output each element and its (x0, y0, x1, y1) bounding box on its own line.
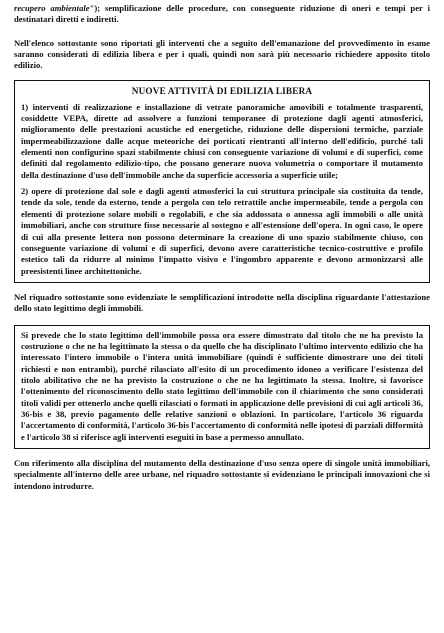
box-stato-legittimo (14, 325, 430, 449)
paragraph-destinazione-uso: Con riferimento alla disciplina del mutamento della destinazione d'uso senza opere di singole unità immobiliari, specialmente all'interno delle aree urbane, nel riquadro sottostante si evidenziano le principali innovazioni che si intendono introdurre. (14, 458, 430, 491)
box-item-vepa: 1) interventi di realizzazione e installazione di vetrate panoramiche amovibili e totalmente trasparenti, cosiddette VEPA, dirette ad assolvere a funzioni temporanee di protezione dagli agenti atmosferici, miglioramento delle prestazioni acustiche ed energetiche, riduzione delle dispersioni termiche, parziale impermeabilizzazione dalle acque meteoriche dei porticati rientranti all'interno dell'edificio, purché tali elementi non configurino spazi stabilmente chiusi con conseguente variazione di volumi e di superfici, come definiti dal regolamento edilizio-tipo, che possano generare nuova volumetria o comportare il mutamento della destinazione d'uso dell'immobile anche da superficie accessoria a superficie utile; (21, 101, 423, 180)
intro-paragraph (14, 3, 430, 26)
box-nuove-attivita (14, 80, 430, 283)
box-title: NUOVE ATTIVITÀ DI EDILIZIA LIBERA (131, 85, 313, 96)
paragraph-stato-legittimo-intro: Nel riquadro sottostante sono evidenziate le semplificazioni introdotte nella disciplina riguardante l'attestazione dello stato legittimo degli immobili. (14, 291, 430, 314)
box-stato-legittimo-text: Si prevede che lo stato legittimo dell'immobile possa ora essere dimostrato dal titolo che ne ha previsto la costruzione o che ne ha legittimato la stessa o da quello che ha disciplinato l'ultimo intervento edilizio che ha interessato l'intero immobile o l'intera unità immobiliare (quindi è sufficiente dimostrare uno dei titoli richiesti e non entrambi), purché rilasciato all'esito di un procedimento idoneo a verificare l'esistenza del titolo abilitativo che ne ha previsto la costruzione o che ne ha legittimato la stessa. Inoltre, si favorisce l'ottenimento del riconoscimento dello stato legittimo dell'immobile con il chiarimento che sono considerati titoli validi per ottenerlo anche quelli rilasciati o formati in applicazione delle previsioni di cui agli articoli 36, 36-bis e 38, previo pagamento delle relative sanzioni o oblazioni. In particolare, l'articolo 36 riguarda l'accertamento di conformità, l'articolo 36-bis l'accertamento di conformità nelle ipotesi di parziali difformità e l'articolo 38 si riferisce agli interventi eseguiti in base a permesso annullato. (21, 329, 423, 442)
box-item-protezione-sole: 2) opere di protezione dal sole e dagli agenti atmosferici la cui struttura principale sia costituita da tende, tende da sole, tende da esterno, tende a pergola con telo retrattile anche impermeabile, tende a pergola con elementi di protezione solare mobili o regolabili, e che sia addossata o annessa agli immobili o alle unità immobiliari, anche con strutture fisse necessarie al sostegno e all'estensione dell'opera. In ogni caso, le opere di cui alla presente lettera non possono determinare la creazione di uno spazio stabilmente chiuso, con conseguente variazione di volumi e di superfici, devono avere caratteristiche tecnico-costruttive e profilo estetico tali da ridurre al minimo l'impatto visivo e l'ingombro apparente e devono armonizzarsi alle preesistenti linee architettoniche. (21, 186, 423, 276)
intro-rest-text: "); semplificazione delle procedure, con conseguente riduzione di oneri e tempi per i destinatari diretti e indiretti. (14, 3, 430, 25)
intro-italic-text: recupero ambientale (14, 3, 90, 13)
paragraph-edilizia-libera-intro: Nell'elenco sottostante sono riportati gli interventi che a seguito dell'emanazione del provvedimento in esame saranno considerati di edilizia libera e per i quali, quindi non sarà più necessario richiedere apposito titolo edilizio. (14, 37, 430, 71)
